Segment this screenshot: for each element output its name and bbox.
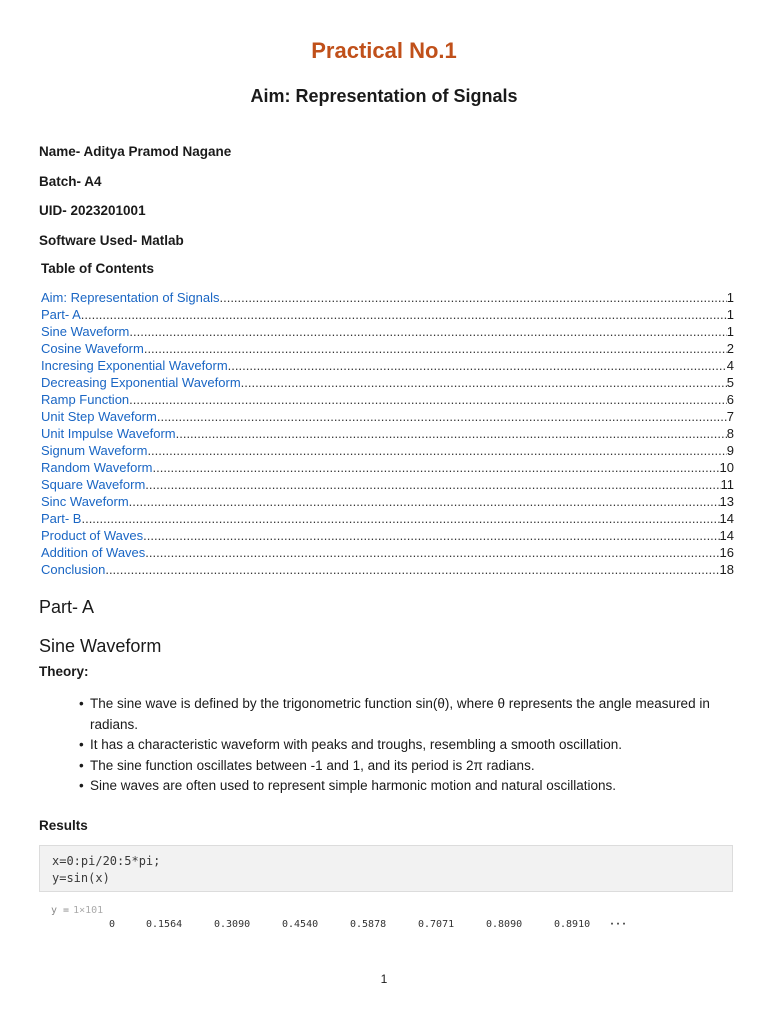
toc-link[interactable]: Aim: Representation of Signals <box>41 290 220 305</box>
toc-leader-dots <box>241 374 727 391</box>
toc-entry[interactable] <box>41 442 734 459</box>
toc-entry[interactable] <box>41 408 734 425</box>
output-header <box>51 905 627 916</box>
command-output <box>51 905 627 930</box>
more-values-ellipsis[interactable]: ··· <box>609 919 628 930</box>
toc-leader-dots <box>147 442 726 459</box>
theory-bullet <box>79 694 729 735</box>
toc-page-number: 7 <box>726 409 734 424</box>
toc-page-number: 11 <box>720 477 734 492</box>
output-value: 0.3090 <box>214 919 251 930</box>
toc-link[interactable]: Part- A <box>41 307 81 322</box>
theory-bullets <box>79 694 729 797</box>
student-name: Name- Aditya Pramod Nagane <box>39 144 232 159</box>
toc-entry[interactable] <box>41 374 734 391</box>
toc-link[interactable]: Cosine Waveform <box>41 341 144 356</box>
bullet-text: The sine wave is defined by the trigonometric function sin(θ), where θ represents the angle measured in radians. <box>90 696 710 732</box>
toc-entry[interactable] <box>41 357 734 374</box>
bullet-text: Sine waves are often used to represent simple harmonic motion and natural oscillations. <box>90 778 617 793</box>
toc-leader-dots <box>157 408 727 425</box>
output-size: 1×101 <box>73 905 104 916</box>
software-used: Software Used- Matlab <box>39 233 184 248</box>
toc-link[interactable]: Addition of Waves <box>41 545 146 560</box>
toc-leader-dots <box>81 306 727 323</box>
toc-link[interactable]: Product of Waves <box>41 528 144 543</box>
toc-entry[interactable] <box>41 459 734 476</box>
output-value: 0.4540 <box>282 919 319 930</box>
toc-page-number: 10 <box>719 460 734 475</box>
toc-link[interactable]: Signum Waveform <box>41 443 148 458</box>
toc-link[interactable]: Sine Waveform <box>41 324 130 339</box>
theory-bullet <box>79 776 729 797</box>
toc-leader-dots <box>143 527 719 544</box>
bullet-text: It has a characteristic waveform with peaks and troughs, resembling a smooth oscillation. <box>90 737 622 752</box>
toc-page-number: 5 <box>726 375 734 390</box>
toc-entry[interactable] <box>41 561 734 578</box>
toc-link[interactable]: Square Waveform <box>41 477 146 492</box>
toc-page-number: 14 <box>719 528 734 543</box>
toc-entry[interactable] <box>41 306 734 323</box>
page-title: Practical No.1 <box>311 38 457 63</box>
toc-link[interactable]: Incresing Exponential Waveform <box>41 358 228 373</box>
toc-entry[interactable] <box>41 425 734 442</box>
toc-link[interactable]: Conclusion <box>41 562 106 577</box>
aim-title: Aim: Representation of Signals <box>250 86 518 106</box>
toc-link[interactable]: Sinc Waveform <box>41 494 129 509</box>
results-label: Results <box>39 818 88 833</box>
toc-entry[interactable] <box>41 340 734 357</box>
toc-page-number: 1 <box>726 290 734 305</box>
toc-page-number: 9 <box>726 443 734 458</box>
table-of-contents <box>41 289 734 578</box>
page-number: 1 <box>380 972 388 986</box>
output-value: 0.5878 <box>350 919 387 930</box>
toc-leader-dots <box>144 340 727 357</box>
output-value: 0.8090 <box>486 919 523 930</box>
output-variable: y = <box>51 905 70 916</box>
toc-entry[interactable] <box>41 391 734 408</box>
code-line: x=0:pi/20:5*pi; <box>52 854 161 868</box>
part-heading: Part- A <box>39 597 95 617</box>
toc-leader-dots <box>228 357 727 374</box>
output-value: 0.8910 <box>554 919 591 930</box>
toc-page-number: 1 <box>726 324 734 339</box>
toc-leader-dots <box>105 561 719 578</box>
toc-leader-dots <box>81 510 719 527</box>
toc-link[interactable]: Part- B <box>41 511 82 526</box>
toc-link[interactable]: Unit Impulse Waveform <box>41 426 176 441</box>
batch: Batch- A4 <box>39 174 102 189</box>
toc-link[interactable]: Ramp Function <box>41 392 130 407</box>
toc-page-number: 8 <box>726 426 734 441</box>
toc-entry[interactable] <box>41 527 734 544</box>
toc-page-number: 1 <box>726 307 734 322</box>
toc-link[interactable]: Decreasing Exponential Waveform <box>41 375 241 390</box>
section-heading: Sine Waveform <box>39 636 162 656</box>
output-value: 0.7071 <box>418 919 455 930</box>
theory-bullet <box>79 735 729 756</box>
toc-page-number: 13 <box>719 494 734 509</box>
toc-entry[interactable] <box>41 476 734 493</box>
theory-bullet <box>79 756 729 777</box>
toc-entry[interactable] <box>41 510 734 527</box>
theory-label: Theory: <box>39 664 89 679</box>
toc-leader-dots <box>176 425 727 442</box>
uid: UID- 2023201001 <box>39 203 146 218</box>
toc-link[interactable]: Random Waveform <box>41 460 153 475</box>
toc-leader-dots <box>153 459 720 476</box>
bullet-dot: • <box>79 737 84 752</box>
toc-leader-dots <box>145 476 720 493</box>
toc-leader-dots <box>129 391 727 408</box>
bullet-text: The sine function oscillates between -1 and 1, and its period is 2π radians. <box>90 757 535 773</box>
code-line: y=sin(x) <box>52 871 110 885</box>
toc-leader-dots <box>129 323 726 340</box>
toc-page-number: 2 <box>726 341 734 356</box>
bullet-dot: • <box>79 757 84 773</box>
toc-entry[interactable] <box>41 544 734 561</box>
toc-leader-dots <box>129 493 720 510</box>
toc-page-number: 6 <box>726 392 734 407</box>
output-value: 0 <box>109 919 116 930</box>
toc-entry[interactable] <box>41 323 734 340</box>
bullet-dot: • <box>79 778 84 793</box>
toc-link[interactable]: Unit Step Waveform <box>41 409 157 424</box>
toc-entry[interactable] <box>41 493 734 510</box>
bullet-dot: • <box>79 696 84 711</box>
toc-heading: Table of Contents <box>41 261 154 276</box>
toc-leader-dots <box>145 544 719 561</box>
toc-page-number: 4 <box>726 358 734 373</box>
toc-entry[interactable] <box>41 289 734 306</box>
toc-leader-dots <box>219 289 726 306</box>
code-block <box>39 845 733 892</box>
output-value: 0.1564 <box>146 919 183 930</box>
toc-page-number: 18 <box>719 562 734 577</box>
toc-page-number: 16 <box>719 545 734 560</box>
output-values <box>109 919 627 930</box>
toc-page-number: 14 <box>719 511 734 526</box>
